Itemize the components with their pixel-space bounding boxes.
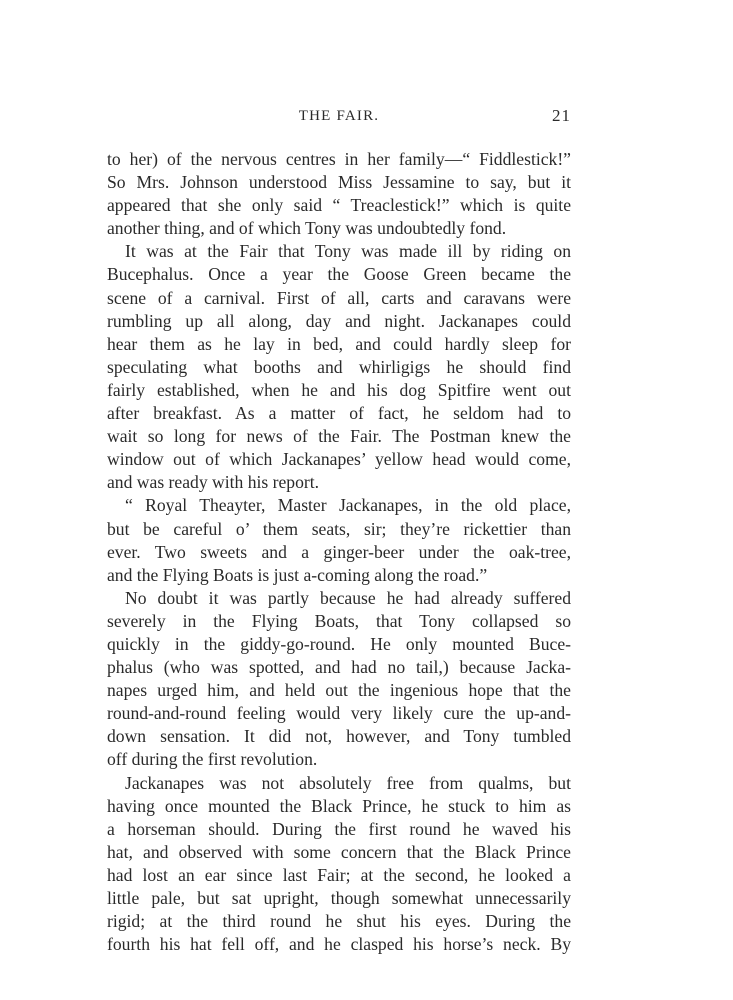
page-number: 21 — [552, 106, 571, 125]
text-line: severely in the Flying Boats, that Tony collapsed so — [107, 610, 571, 631]
text-line: little pale, but sat upright, though somewhat unnecessarily — [107, 888, 571, 908]
text-line: down sensation. It did not, however, and Tony tumbled — [107, 726, 571, 747]
running-title: THE FAIR. — [298, 108, 380, 124]
text-line: Jackanapes was not absolutely free from qualms, but — [125, 772, 571, 793]
text-line: fourth his hat fell off, and he clasped his horse’s neck. By — [107, 934, 571, 955]
text-line: It was at the Fair that Tony was made ill by riding on — [125, 241, 571, 262]
text-line: but be careful o’ them seats, sir; they’re rickettier than — [107, 518, 571, 539]
text-line: rumbling up all along, day and night. Jackanapes could — [107, 310, 571, 331]
text-line: scene of a carnival. First of all, carts and caravans were — [107, 287, 571, 308]
text-line: wait so long for news of the Fair. The Postman knew the — [107, 426, 571, 447]
text-line: fairly established, when he and his dog Spitfire went out — [107, 379, 571, 400]
text-line: after breakfast. As a matter of fact, he seldom had to — [107, 403, 571, 424]
paragraph — [107, 494, 571, 586]
text-line: phalus (who was spotted, and had no tail,) because Jacka- — [107, 657, 571, 678]
text-line: ever. Two sweets and a ginger-beer under the oak-tree, — [107, 541, 571, 562]
paragraph — [107, 772, 571, 957]
text-line: and was ready with his report. — [107, 472, 320, 493]
text-line: So Mrs. Johnson understood Miss Jessamine to say, but it — [107, 172, 571, 193]
paragraph — [107, 240, 571, 494]
text-line: having once mounted the Black Prince, he stuck to him as — [107, 795, 571, 816]
running-head — [107, 108, 571, 132]
text-line: rigid; at the third round he shut his eyes. During the — [107, 911, 571, 932]
text-line: speculating what booths and whirligigs he should find — [107, 356, 571, 377]
text-line: to her) of the nervous centres in her family—“ Fiddlestick!” — [107, 149, 571, 169]
text-line: window out of which Jackanapes’ yellow head would come, — [107, 449, 571, 470]
text-line: No doubt it was partly because he had already suffered — [125, 587, 571, 608]
text-line: hear them as he lay in bed, and could hardly sleep for — [107, 333, 571, 354]
text-line: napes urged him, and held out the ingenious hope that the — [107, 680, 571, 701]
text-line: round-and-round feeling would very likely cure the up-and- — [107, 703, 571, 724]
body-text — [107, 148, 571, 956]
paragraph — [107, 587, 571, 772]
text-line: another thing, and of which Tony was undoubtedly fond. — [107, 218, 507, 239]
text-line: hat, and observed with some concern that the Black Prince — [107, 841, 571, 862]
paragraph — [107, 148, 571, 240]
text-line: Bucephalus. Once a year the Goose Green became the — [107, 264, 571, 285]
text-line: off during the first revolution. — [107, 749, 318, 770]
text-line: “ Royal Theayter, Master Jackanapes, in the old place, — [125, 495, 571, 516]
text-line: appeared that she only said “ Treaclestick!” which is quite — [107, 195, 571, 216]
text-line: had lost an ear since last Fair; at the second, he looked a — [107, 864, 571, 885]
text-line: quickly in the giddy-go-round. He only mounted Buce- — [107, 633, 571, 654]
text-line: and the Flying Boats is just a-coming along the road.” — [107, 564, 488, 585]
text-line: a horseman should. During the first round he waved his — [107, 818, 571, 839]
